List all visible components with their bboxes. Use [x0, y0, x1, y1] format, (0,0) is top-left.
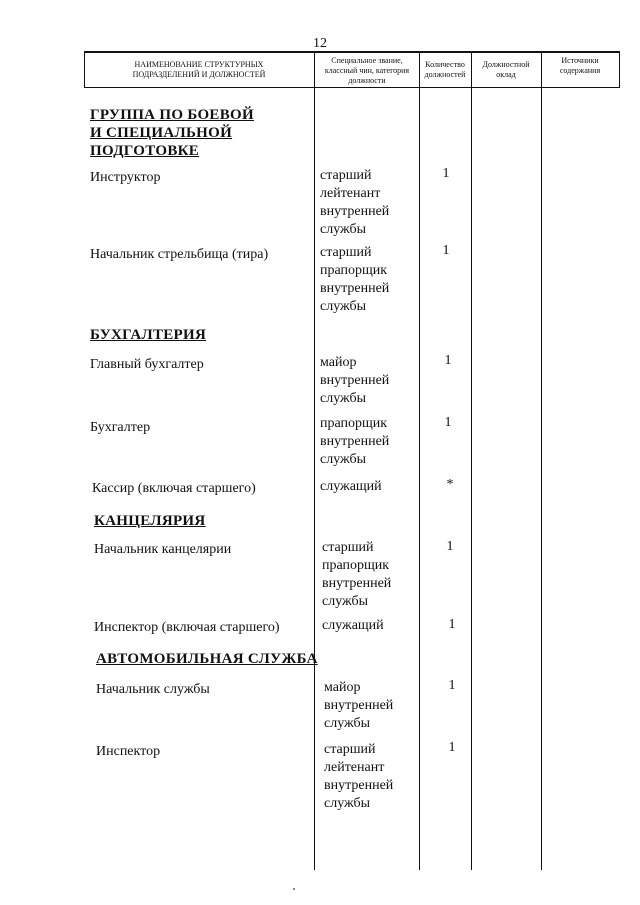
header-position-count: Количество должностей — [424, 60, 466, 79]
count-instructor: 1 — [442, 166, 450, 181]
position-accountant: Бухгалтер — [90, 420, 151, 435]
header-rank-category: Специальное звание, классный чин, категория должности — [324, 56, 410, 85]
count-service-chief: 1 — [448, 678, 456, 693]
count-chancellery-chief: 1 — [446, 539, 454, 554]
position-range-chief: Начальник стрельбища (тира) — [90, 247, 269, 262]
rank-cashier: служащий — [320, 479, 382, 494]
column-divider-left — [84, 52, 85, 88]
rank-instructor: старший лейтенант внутренней службы — [320, 168, 390, 237]
position-chancellery-chief: Начальник канцелярии — [94, 542, 232, 557]
position-service-chief: Начальник службы — [96, 682, 210, 697]
rank-inspector: старший лейтенант внутренней службы — [324, 742, 394, 811]
rank-range-chief: старший прапорщик внутренней службы — [320, 245, 390, 314]
header-funding-sources: Источники содержания — [559, 56, 601, 75]
count-inspector-senior: 1 — [448, 617, 456, 632]
count-cashier: * — [446, 477, 454, 492]
position-instructor: Инструктор — [90, 170, 161, 185]
column-divider-3 — [471, 52, 472, 870]
rank-chief-accountant: майор внутренней службы — [320, 355, 390, 406]
position-chief-accountant: Главный бухгалтер — [90, 357, 204, 372]
position-inspector: Инспектор — [96, 744, 161, 759]
table-header-rule — [84, 87, 620, 88]
count-range-chief: 1 — [442, 243, 450, 258]
column-divider-1 — [314, 52, 315, 870]
column-divider-right — [619, 52, 620, 88]
count-chief-accountant: 1 — [444, 353, 452, 368]
section-title-chancellery: КАНЦЕЛЯРИЯ — [94, 513, 206, 529]
count-inspector: 1 — [448, 740, 456, 755]
column-divider-4 — [541, 52, 542, 870]
section-title-accounting: БУХГАЛТЕРИЯ — [90, 327, 207, 343]
header-salary: Должностной оклад — [482, 60, 530, 79]
rank-chancellery-chief: старший прапорщик внутренней службы — [322, 540, 392, 609]
count-accountant: 1 — [444, 415, 452, 430]
rank-accountant: прапорщик внутренней службы — [320, 416, 390, 467]
rank-inspector-senior: служащий — [322, 618, 384, 633]
section-title-combat-training: ГРУППА ПО БОЕВОЙ И СПЕЦИАЛЬНОЙ ПОДГОТОВКЕ — [90, 107, 254, 159]
page-number: 12 — [313, 36, 327, 51]
table-top-rule — [84, 51, 620, 53]
position-inspector-senior: Инспектор (включая старшего) — [94, 620, 280, 635]
scan-speck — [293, 888, 295, 890]
rank-service-chief: майор внутренней службы — [324, 680, 394, 731]
section-title-motor-service: АВТОМОБИЛЬНАЯ СЛУЖБА — [96, 651, 318, 667]
position-cashier: Кассир (включая старшего) — [92, 481, 256, 496]
header-structural-units: НАИМЕНОВАНИЕ СТРУКТУРНЫХ ПОДРАЗДЕЛЕНИЙ И ДОЛЖНОСТЕЙ — [132, 60, 266, 79]
